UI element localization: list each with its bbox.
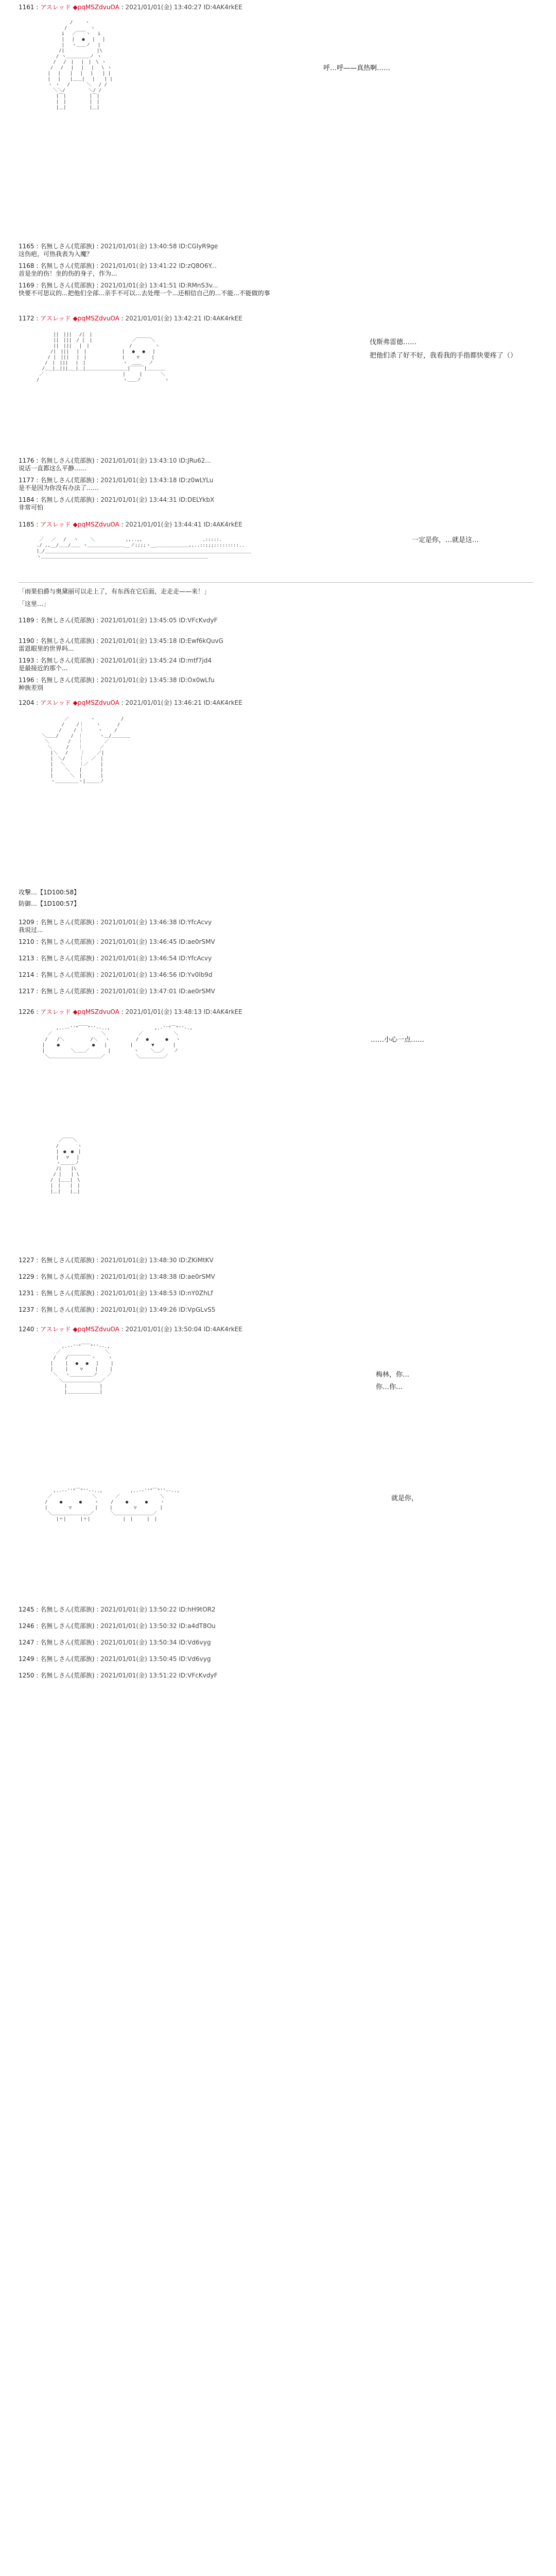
post-1189: 1189 : 名無しさん(荒部族) : 2021/01/01(金) 13:45:05 ID:VFcKvdyF <box>19 617 218 624</box>
post-1209: 1209 : 名無しさん(荒部族) : 2021/01/01(金) 13:46:38 ID:YfcAcvy 我说过... <box>19 919 212 934</box>
dialogue-line-6: 梅林，你… <box>376 1371 410 1379</box>
post-1190: 1190 : 名無しさん(荒部族) : 2021/01/01(金) 13:45:18 ID:Ewf6kQuvG 雷恩眼里的世界吗... <box>19 637 223 652</box>
ascii-art-figure-4: ／ ヽ / / /｜ ヽ / / / ｜ ヽ / ＼＿＿/ / ｜ ヽ＿/＿＿＿＿ ＼ / ｜ ／ ＼ / ｜ ／ |＼ / ｜ ／| | ＼/ ｜ ／ | | ＼ ｜／ | | ＼ | | | ＼ | | ヽ＿＿＿＿＿ヽ|＿＿＿ノ <box>42 717 130 784</box>
post-1246: 1246 : 名無しさん(荒部族) : 2021/01/01(金) 13:50:32 ID:a4dT8Ou <box>19 1622 216 1630</box>
post-1213: 1213 : 名無しさん(荒部族) : 2021/01/01(金) 13:46:54 ID:YfcAcvy <box>19 955 212 962</box>
roll-attack: 攻撃…【1D100:58】 <box>19 889 80 896</box>
post-1240: 1240 : アスレッド ◆pqMSZdvuOA : 2021/01/01(金) 13:50:04 ID:4AK4rkEE <box>19 1326 242 1333</box>
dialogue-line-4: 一定是你，…就是这… <box>412 536 479 544</box>
post-1231: 1231 : 名無しさん(荒部族) : 2021/01/01(金) 13:48:53 ID:nY0ZhLf <box>19 1290 213 1297</box>
ascii-art-figure-6: ／￣￣＼ / ヽ | ● ● | | ▽ | ヽ＿＿＿ノ /| |\ / | | \ / |＿＿| \ | | | | |＿| |＿| <box>50 1138 82 1194</box>
post-1245: 1245 : 名無しさん(荒部族) : 2021/01/01(金) 13:50:22 ID:hH9tOR2 <box>19 1606 216 1613</box>
post-1185: 1185 : アスレッド ◆pqMSZdvuOA : 2021/01/01(金) 13:44:41 ID:4AK4rkEE <box>19 521 242 528</box>
dialogue-line-5: ……小心一点…… <box>371 1036 425 1044</box>
ascii-art-figure-8: ,..-‐''"￣"''‐-.., ,..-‐''"￣"''‐-.., ／ ＼ ／ ＼ / ● ● ヽ / ● ● ヽ | ▽ | | ▽ | ＼＿＿＿＿＿＿＿＿／ ＼＿＿＿＿＿＿＿＿／ |＋| |＋| | | | | <box>45 1488 180 1522</box>
dialogue-line-7: 你…你… <box>376 1383 403 1391</box>
post-1177: 1177 : 名無しさん(荒部族) : 2021/01/01(金) 13:43:18 ID:z0wLYLu 是不是因为你没有办法了…… <box>19 477 214 492</box>
ascii-art-figure-3: ／ ／ / ヽ ＼ ,,..,, .:::::. ./ ,,__/＿＿/＿＿ ヽ＿＿＿＿＿＿＿＿__ノ;;;;ヽ__＿＿＿＿＿＿＿,,..::;;;:::::::::.. |_/__________________________________________________________________________ ヽ＿＿＿＿＿＿＿＿＿＿＿＿＿＿＿＿＿＿＿＿＿＿＿＿＿＿＿＿＿＿＿＿＿＿＿＿ <box>36 537 252 560</box>
ascii-art-figure-7: ,.-‐''"￣￣"''‐-., ／ ＼ / /￣￣￣￣￣ヽ ヽ | | ● ● | | | | ▽ | | ＼ ヽ＿＿＿＿＿ノ ／ ＼＿＿＿＿＿＿＿＿／ | | |＿＿＿＿＿＿＿| <box>50 1344 114 1395</box>
post-1214: 1214 : 名無しさん(荒部族) : 2021/01/01(金) 13:46:56 ID:Yv0lb9d <box>19 971 213 978</box>
post-header: 1161 : アスレッド ◆pqMSZdvuOA : 2021/01/01(金) 13:40:27 ID:4AK4rkEE <box>19 4 242 11</box>
roll-defense: 防御…【1D100:57】 <box>19 900 80 907</box>
ascii-art-figure-1: / ヽ / ヽ i ／￣￣ヽ i | | ● | | | ヽ＿＿ノ | /| |\ / ヽ＿＿＿＿＿ノ ヽ / / | | | \ ヽ / / | | | \ ヽ | | | | | | | | | |＿＿| | | | ヽ ヽ / ＼ / / ＼＼/ ＼/ / |￣| |￣| | | | | |＿| |＿| <box>47 20 113 110</box>
post-1168: 1168 : 名無しさん(荒部族) : 2021/01/01(金) 13:41:22 ID:zQ8O6Y... 首是坐的伤！坐的伤的身子，作为... <box>19 262 217 277</box>
post-1210: 1210 : 名無しさん(荒部族) : 2021/01/01(金) 13:46:45 ID:ae0rSMV <box>19 938 215 945</box>
ascii-art-figure-5: ,..-‐''"￣￣"''‐-.., ,.-''"￣"''-., ／ ＼ ／ ＼ / /＼ /＼ ヽ / ● ● ヽ | ● ● | | ▼ | | ＼＿＿／ | ヽ ＼＿／ ノ ＼＿＿＿＿＿＿＿＿＿＿＿／ ＼＿＿＿＿＿／ <box>42 1026 193 1059</box>
post-1165: 1165 : 名無しさん(荒部族) : 2021/01/01(金) 13:40:58 ID:CGlyR9ge 这伤疤，可热我表为入魔？ <box>19 243 218 258</box>
post-1229: 1229 : 名無しさん(荒部族) : 2021/01/01(金) 13:48:38 ID:ae0rSMV <box>19 1273 215 1280</box>
note-line-1: 「雨果伯爵与奥黛丽可以走上了，有东西在它后面，走走走——来！」 <box>19 588 211 595</box>
divider <box>19 582 533 583</box>
dialogue-line-8: 就是你， <box>391 1495 419 1502</box>
post-1193: 1193 : 名無しさん(荒部族) : 2021/01/01(金) 13:45:24 ID:mtf7jd4 是最接近的那个... <box>19 657 212 672</box>
post-1237: 1237 : 名無しさん(荒部族) : 2021/01/01(金) 13:49:26 ID:VpGLvS5 <box>19 1306 216 1313</box>
post-1196: 1196 : 名無しさん(荒部族) : 2021/01/01(金) 13:45:38 ID:Ox0wLfu 种族差別 <box>19 676 215 691</box>
post-1184: 1184 : 名無しさん(荒部族) : 2021/01/01(金) 13:44:31 ID:DELYkbX 非常可怕 <box>19 496 215 511</box>
ascii-art-figure-2: || ||| /| | || ||| / | | ／￣￣￣＼ || ||| | | / ヽ /| ||| | | | ● ● | / | ||| | | | ▽ | / | ||| | | ヽ ＿＿ ノ /＿_|＿|||＿_|＿|＿＿＿＿＿＿＿＿＿|￣￣￣|＿＿＿＿ ／ | | ＼ / ヽ＿＿ノ ヽ <box>36 332 169 383</box>
post-1247: 1247 : 名無しさん(荒部族) : 2021/01/01(金) 13:50:34 ID:Vd6vyg <box>19 1639 211 1646</box>
post-1227: 1227 : 名無しさん(荒部族) : 2021/01/01(金) 13:48:30 ID:ZKiMtKV <box>19 1257 214 1264</box>
post-1217: 1217 : 名無しさん(荒部族) : 2021/01/01(金) 13:47:01 ID:ae0rSMV <box>19 988 215 995</box>
post-1226: 1226 : アスレッド ◆pqMSZdvuOA : 2021/01/01(金) 13:48:13 ID:4AK4rkEE <box>19 1008 242 1015</box>
dialogue-line-2: 伐斯弗雷德…… <box>370 338 417 346</box>
post-1204: 1204 : アスレッド ◆pqMSZdvuOA : 2021/01/01(金) 13:46:21 ID:4AK4rkEE <box>19 699 242 706</box>
note-line-2: 「这里…」 <box>19 600 50 607</box>
post-1172: 1172 : アスレッド ◆pqMSZdvuOA : 2021/01/01(金) 13:42:21 ID:4AK4rkEE <box>19 315 242 322</box>
post-1169: 1169 : 名無しさん(荒部族) : 2021/01/01(金) 13:41:51 ID:RMnS3v... 快要不可思议的...把他们全部...亲手不可以...去处理一个...还相信自己的...不能...不能做的事 <box>19 282 270 297</box>
post-1250: 1250 : 名無しさん(荒部族) : 2021/01/01(金) 13:51:22 ID:VFcKvdyF <box>19 1672 218 1679</box>
post-1249: 1249 : 名無しさん(荒部族) : 2021/01/01(金) 13:50:45 ID:Vd6vyg <box>19 1655 211 1663</box>
dialogue-line-3: 把他们杀了好不好，我看我的手指都快要疼了（） <box>370 352 517 360</box>
post-1161 <box>19 3 533 11</box>
post-1176: 1176 : 名無しさん(荒部族) : 2021/01/01(金) 13:43:10 ID:JRu62... 说话一直都这么平静…… <box>19 457 211 472</box>
dialogue-line-1: 呼…呼——真热啊…… <box>323 64 391 72</box>
